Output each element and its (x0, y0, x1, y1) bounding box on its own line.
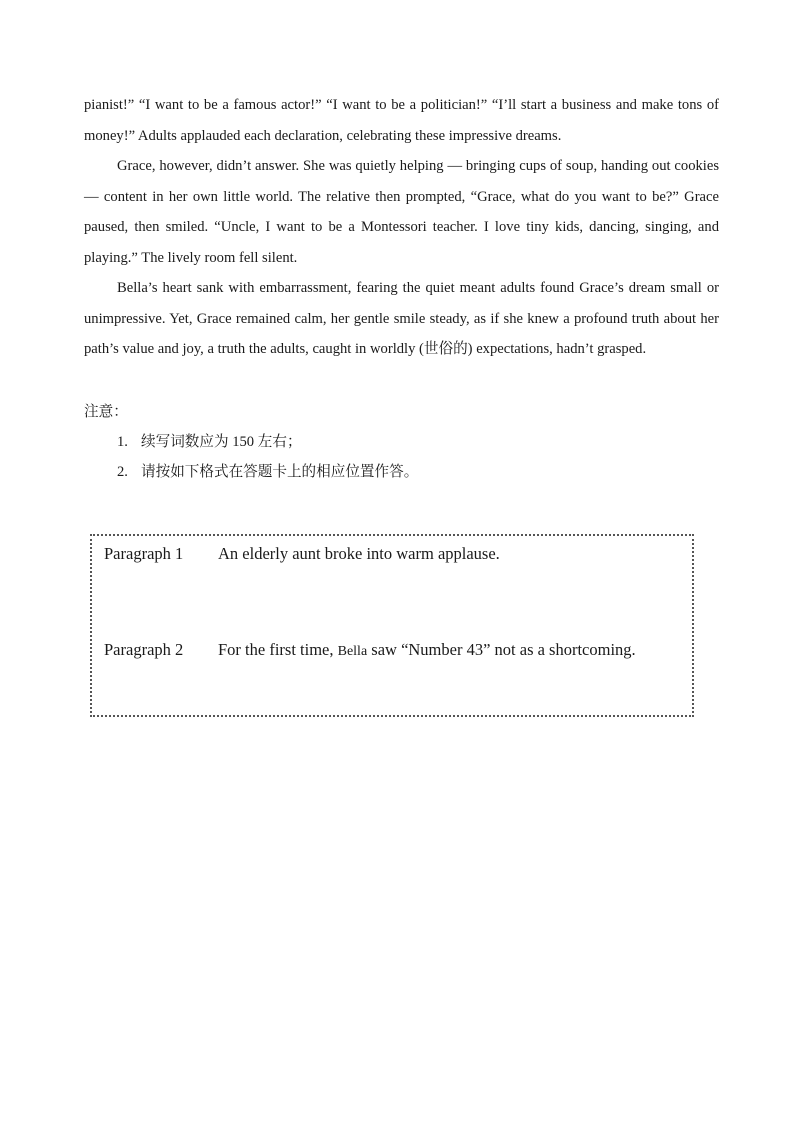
passage-paragraph-3: Bella’s heart sank with embarrassment, fearing the quiet meant adults found Grace’s dream small or unimpressive. Yet, Grace remained calm, her gentle smile steady, as if she knew a profound truth about her path’s value and joy, a truth the adults, caught in worldly (世俗的) expectations, hadn’t grasped. (84, 280, 719, 357)
paragraph-1-opening: An elderly aunt broke into warm applause. (218, 544, 500, 563)
paragraph-1-row (104, 544, 500, 564)
paragraph-2-label: Paragraph 2 (104, 640, 184, 659)
notes-section (84, 397, 724, 487)
notes-item-number: 1. (117, 434, 128, 450)
paragraph-2-name: Bella (337, 644, 368, 659)
paragraph-1-label: Paragraph 1 (104, 544, 184, 563)
passage-paragraph-2: Grace, however, didn’t answer. She was quietly helping — bringing cups of soup, handing out cookies — content in her own little world. The relative then prompted, “Grace, what do you want to be?” Grace paused, then smiled. “Uncle, I want to be a Montessori teacher. I love tiny kids, dancing, singing, and playing.” The lively room fell silent. (84, 158, 719, 266)
notes-list (84, 427, 724, 487)
paragraph-2-opening-end: saw “Number 43” not as a shortcoming. (371, 640, 636, 659)
paragraph-2-row (104, 640, 636, 660)
notes-item (84, 457, 724, 487)
answer-format-box (90, 534, 694, 717)
passage-paragraph-1: pianist!” “I want to be a famous actor!” “I want to be a politician!” “I’ll start a business and make tons of money!” Adults applauded each declaration, celebrating these impressive dreams. (84, 97, 719, 144)
notes-title: 注意： (84, 404, 128, 420)
notes-item-text: 请按如下格式在答题卡上的相应位置作答。 (141, 464, 419, 480)
notes-item-number: 2. (117, 464, 128, 480)
paragraph-2-opening-start: For the first time, (218, 640, 334, 659)
reading-passage (84, 90, 719, 365)
notes-item (84, 427, 724, 457)
notes-item-text: 续写词数应为 150 左右； (141, 434, 302, 450)
